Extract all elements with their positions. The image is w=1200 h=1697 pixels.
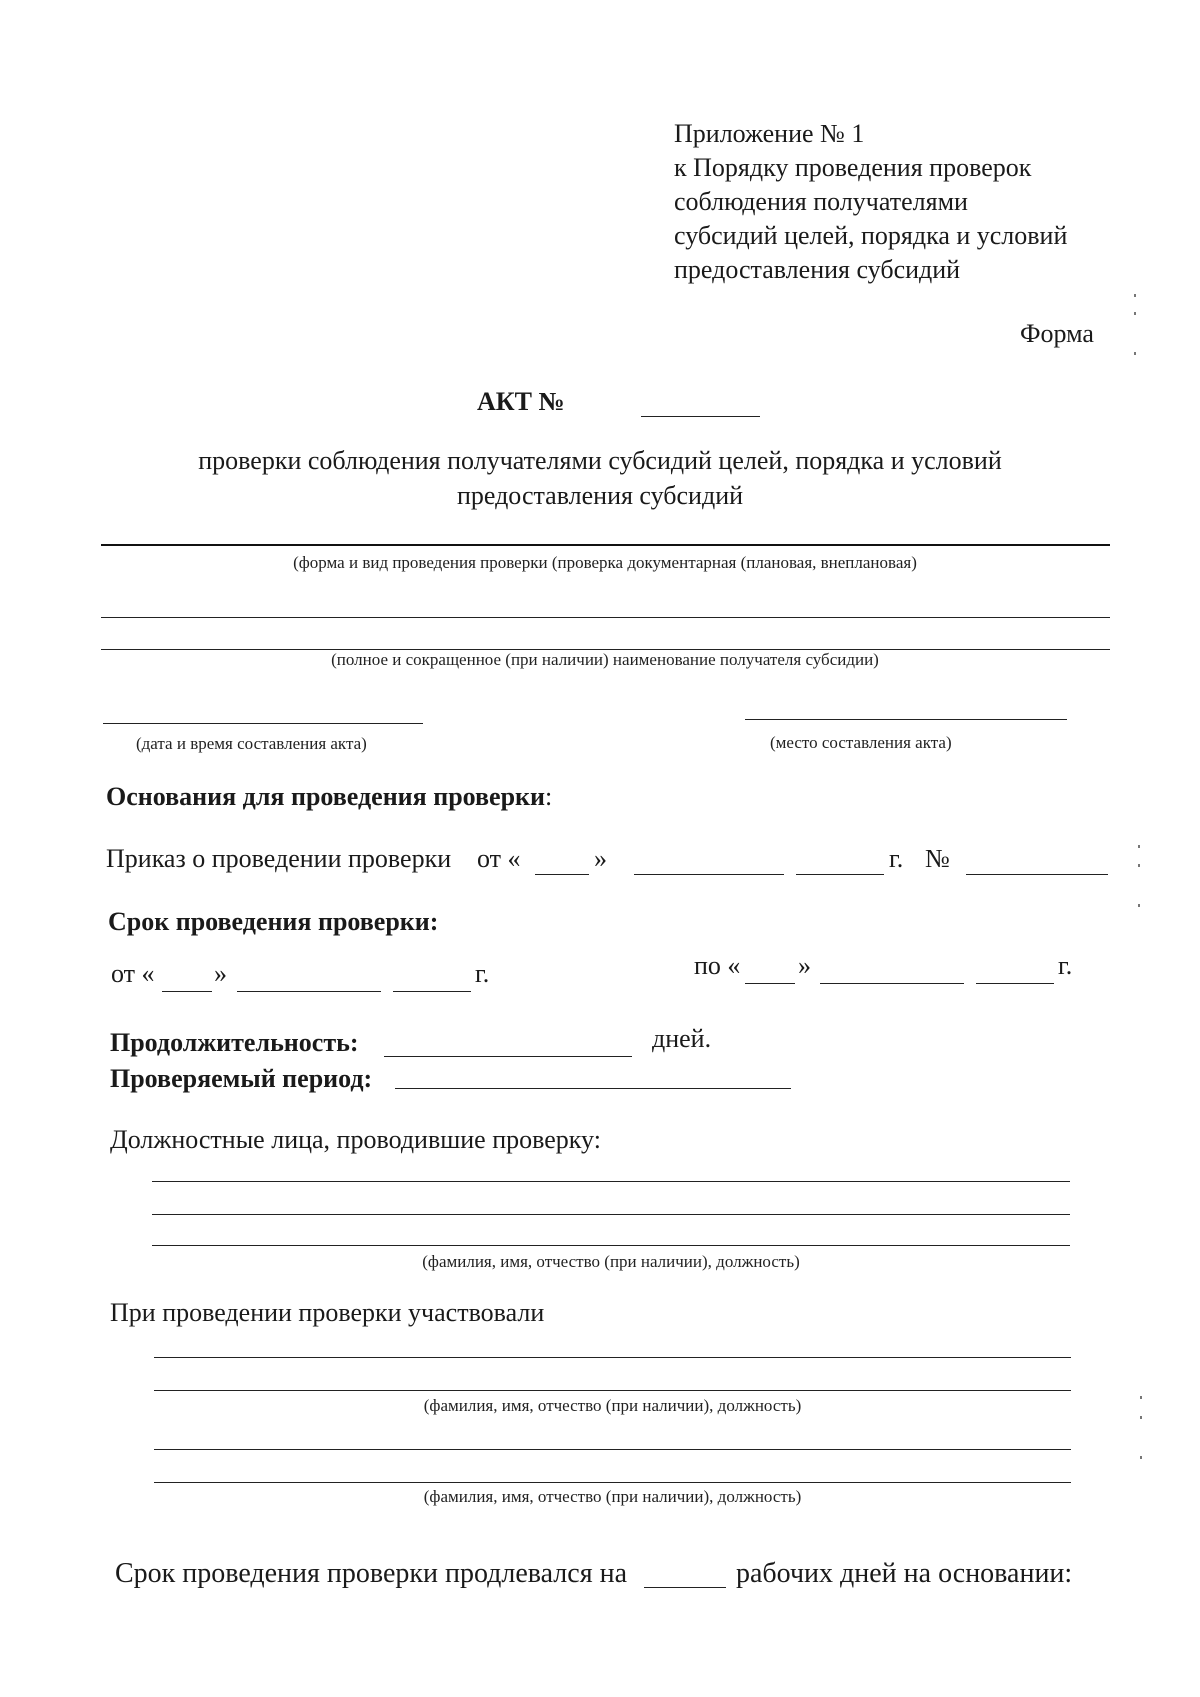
checked-period-field[interactable]	[395, 1088, 791, 1089]
act-number-field[interactable]	[641, 416, 760, 417]
form-type-field[interactable]	[101, 544, 1110, 546]
period-to-quote-close: »	[798, 951, 811, 980]
order-year-label: г.	[889, 844, 904, 873]
participant-field-2[interactable]	[154, 1390, 1071, 1391]
period-to-quote: по «	[694, 951, 741, 980]
form-label: Форма	[1020, 319, 1094, 348]
period-to-year-field[interactable]	[976, 983, 1054, 984]
official-field-1[interactable]	[152, 1181, 1070, 1182]
appendix-line-4: предоставления субсидий	[674, 255, 961, 284]
period-from-quote-close: »	[214, 959, 227, 988]
scan-speck	[1140, 1416, 1142, 1419]
date-time-field[interactable]	[103, 723, 423, 724]
extension-days-field[interactable]	[644, 1587, 726, 1588]
order-number-sign: №	[925, 844, 950, 873]
extension-text-after: рабочих дней на основании:	[736, 1558, 1073, 1589]
scan-speck	[1138, 845, 1140, 848]
date-time-caption: (дата и время составления акта)	[136, 734, 367, 753]
act-subtitle-line-1: проверки соблюдения получателями субсидий целей, порядка и условий	[198, 446, 1002, 475]
place-caption: (место составления акта)	[770, 733, 952, 752]
participants-label: При проведении проверки участвовали	[110, 1298, 545, 1327]
scan-speck	[1140, 1396, 1142, 1399]
place-field[interactable]	[745, 719, 1067, 720]
officials-label: Должностные лица, проводившие проверку:	[110, 1125, 601, 1154]
checked-period-label: Проверяемый период:	[110, 1064, 373, 1093]
basis-heading: Основания для проведения проверки:	[106, 782, 553, 811]
period-to-year-label: г.	[1058, 951, 1073, 980]
official-field-2[interactable]	[152, 1214, 1070, 1215]
order-from-quote: от «	[477, 844, 521, 873]
participant-field-1[interactable]	[154, 1357, 1071, 1358]
duration-label: Продолжительность:	[110, 1028, 359, 1057]
order-month-field[interactable]	[634, 874, 784, 875]
participant-field-4[interactable]	[154, 1482, 1071, 1483]
participant-field-3[interactable]	[154, 1449, 1071, 1450]
recipient-name-field-1[interactable]	[101, 617, 1110, 618]
period-from-month-field[interactable]	[237, 991, 381, 992]
scan-speck	[1134, 312, 1136, 315]
scan-speck	[1134, 294, 1136, 297]
act-subtitle-line-2: предоставления субсидий	[456, 481, 744, 510]
appendix-number: Приложение № 1	[674, 119, 865, 148]
duration-days-label: дней.	[652, 1024, 712, 1053]
participant-caption-1: (фамилия, имя, отчество (при наличии), должность)	[423, 1396, 802, 1415]
order-number-field[interactable]	[966, 874, 1108, 875]
scan-speck	[1140, 1456, 1142, 1459]
period-to-day-field[interactable]	[745, 983, 795, 984]
order-label: Приказ о проведении проверки	[106, 844, 452, 873]
period-from-quote: от «	[111, 959, 155, 988]
form-type-caption: (форма и вид проведения проверки (проверка документарная (плановая, внеплановая)	[293, 553, 917, 572]
period-heading: Срок проведения проверки:	[108, 907, 439, 936]
scan-speck	[1138, 864, 1140, 867]
officials-caption: (фамилия, имя, отчество (при наличии), должность)	[422, 1252, 800, 1271]
extension-text-before: Срок проведения проверки продлевался на	[115, 1558, 627, 1589]
appendix-line-2: соблюдения получателями	[674, 187, 968, 216]
order-quote-close: »	[594, 844, 607, 873]
order-day-field[interactable]	[535, 874, 589, 875]
appendix-line-3: субсидий целей, порядка и условий	[674, 221, 1068, 250]
appendix-line-1: к Порядку проведения проверок	[674, 153, 1032, 182]
scan-speck	[1134, 352, 1136, 355]
period-to-month-field[interactable]	[820, 983, 964, 984]
official-field-3[interactable]	[152, 1245, 1070, 1246]
scan-speck	[1138, 904, 1140, 907]
duration-field[interactable]	[384, 1056, 632, 1057]
order-year-field[interactable]	[796, 874, 884, 875]
act-title: АКТ №	[477, 387, 565, 416]
period-from-year-field[interactable]	[393, 991, 471, 992]
period-from-day-field[interactable]	[162, 991, 212, 992]
recipient-name-caption: (полное и сокращенное (при наличии) наименование получателя субсидии)	[331, 650, 879, 669]
participant-caption-2: (фамилия, имя, отчество (при наличии), должность)	[423, 1487, 802, 1506]
period-from-year-label: г.	[475, 959, 490, 988]
